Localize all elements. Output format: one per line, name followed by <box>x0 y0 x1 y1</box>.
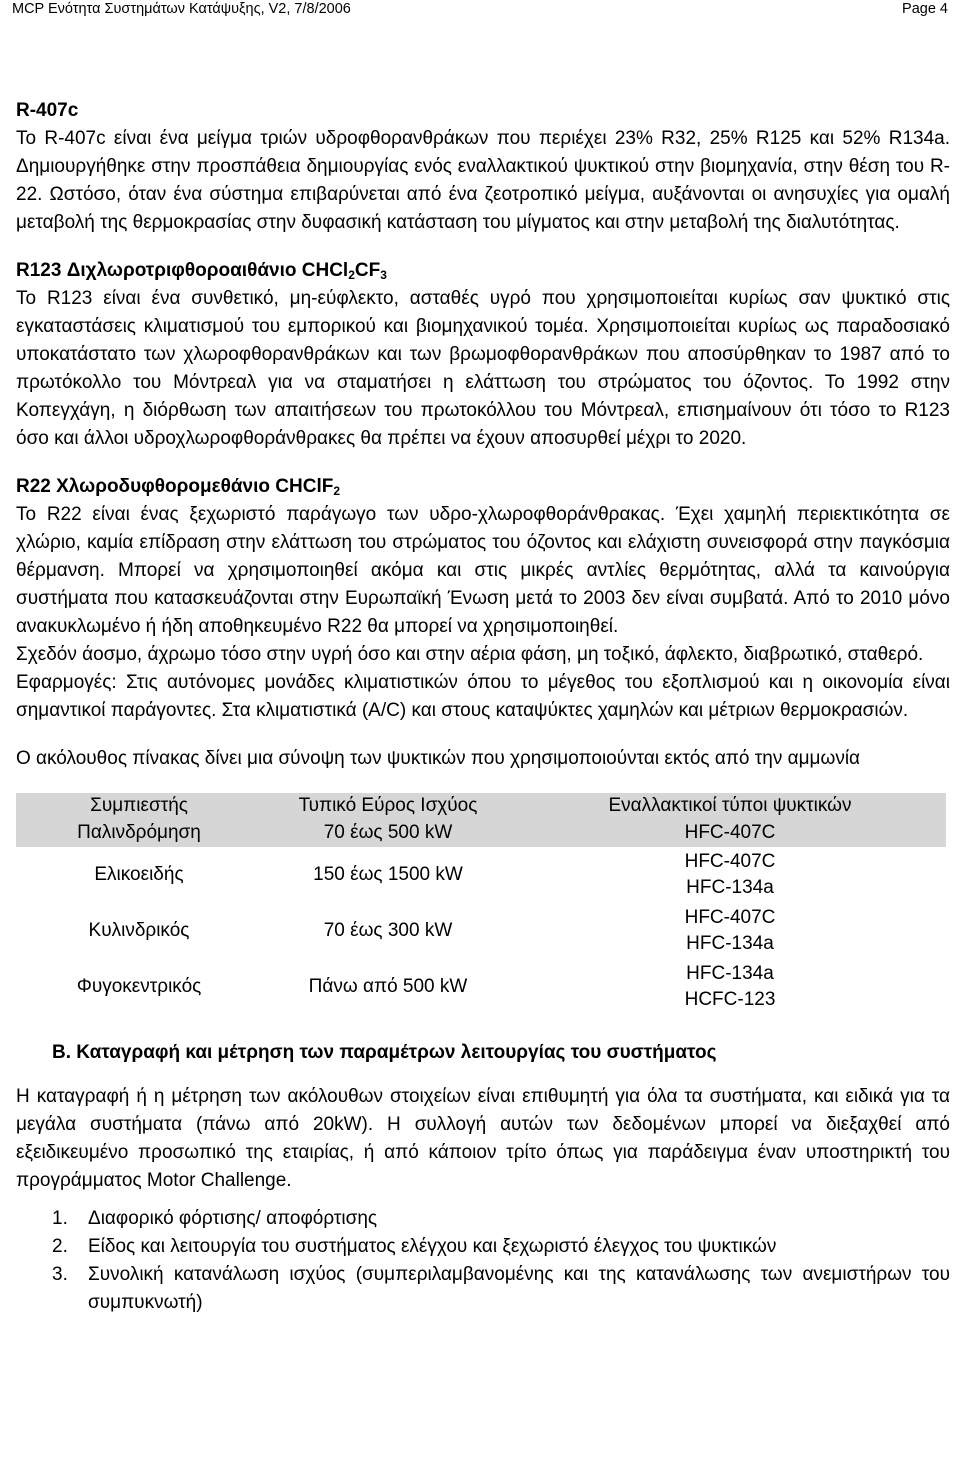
power-range-cell: Πάνω από 500 kW <box>308 976 468 997</box>
page-header <box>0 0 960 18</box>
alternatives-cell: HFC-407C HFC-134a <box>684 907 776 954</box>
section-b-paragraph: Η καταγραφή ή η μέτρηση των ακόλουθων στοιχείων είναι επιθυμητή για όλα τα συστήματα, και ειδικά για τα μεγάλα συστήματα (πάνω από 20kW). Η συλλογή αυτών των δεδομένων μπορεί να διεξαχθεί από εξειδικευμένο προσωπικό της εταιρίας, ή από κάποιον τρίτο όπως για παράδειγμα έναν υποστηρικτή του προγράμματος Motor Challenge. <box>16 1086 950 1191</box>
list-item: 1. Διαφορικό φόρτισης/ αποφόρτισης <box>52 1208 378 1229</box>
alternatives-cell: HFC-134a HCFC-123 <box>684 963 776 1010</box>
list-item: 2. Είδος και λειτουργία του συστήματος ελέγχου και ξεχωριστό έλεγχος του ψυκτικών <box>52 1236 777 1257</box>
table-row <box>16 959 946 1015</box>
table-row <box>16 819 946 847</box>
table-header-cell: Τυπικό Εύρος Ισχύος <box>262 793 514 819</box>
r407c-heading: R-407c <box>16 100 79 121</box>
section-b-heading: B. Καταγραφή και μέτρηση των παραμέτρων λειτουργίας του συστήματος <box>52 1042 717 1063</box>
alternatives-cell: HFC-407C <box>514 819 946 847</box>
list-item: 3. Συνολική κατανάλωση ισχύος (συμπεριλαμβανομένης και της κατανάλωσης των ανεμιστήρων του συμπυκνωτή) <box>52 1264 950 1313</box>
refrigerant-summary-table <box>16 793 946 1015</box>
table-row <box>16 847 946 903</box>
compressor-type-cell: Κυλινδρικός <box>88 920 190 941</box>
header-page-number: Page 4 <box>902 1 948 17</box>
power-range-cell: 70 έως 300 kW <box>323 920 453 941</box>
r22-paragraph-2: Σχεδόν άοσμο, άχρωμο τόσο στην υγρή όσο και στην αέρια φάση, μη τοξικό, άφλεκτο, διαβρωτικό, σταθερό. <box>16 644 924 665</box>
compressor-type-cell: Φυγοκεντρικός <box>76 976 202 997</box>
parameter-list <box>16 1205 950 1317</box>
compressor-type-cell: Παλινδρόμηση <box>16 819 262 847</box>
table-header-row <box>16 793 946 819</box>
header-document-title: MCP Ενότητα Συστημάτων Κατάψυξης, V2, 7/8/2006 <box>12 1 351 17</box>
r22-paragraph-1: Το R22 είναι ένας ξεχωριστό παράγωγο των υδρο-χλωροφθοράνθρακας. Έχει χαμηλή περιεκτικότητα σε χλώριο, καμία επίδραση στην ελάττωση του στρώματος του όζοντος και ελάχιστη συνεισφορά στην παγκόσμια θέρμανση. Μπορεί να χρησιμοποιηθεί ακόμα και στις μικρές αντλίες θερμότητας, αλλά τα καινούργια συστήματα που κατασκευάζονται στην Ευρωπαϊκή Ένωση μετά το 2003 δεν είναι συμβατά. Από το 2010 μόνο ανακυκλωμένο ή ήδη αποθηκευμένο R22 θα μπορεί να χρησιμοποιηθεί. <box>16 504 950 637</box>
table-header-cell: Εναλλακτικοί τύποι ψυκτικών <box>514 793 946 819</box>
r22-heading: R22 Χλωροδυφθορομεθάνιο CHClF$_2$ <box>16 476 341 498</box>
table-intro: Ο ακόλουθος πίνακας δίνει μια σύνοψη των ψυκτικών που χρησιμοποιούνται εκτός από την αμμωνία <box>16 748 861 769</box>
table-row <box>16 903 946 959</box>
r123-paragraph: Το R123 είναι ένα συνθετικό, μη-εύφλεκτο, ασταθές υγρό που χρησιμοποιείται κυρίως σαν ψυκτικό στις εγκαταστάσεις κλιματισμού του εμπορικού και βιομηχανικού τομέα. Χρησιμοποιείται κυρίως ως παραδοσιακό υποκατάστατο των χλωροφθορανθράκων και των βρωμοφθορανθράκων που αποσύρθηκαν το 1987 από το πρωτόκολλο του Μόντρεαλ για να σταματήσει η ελάττωση του στρώματος του όζοντος. Το 1992 στην Κοπεγχάγη, η διόρθωση των απαιτήσεων του πρωτοκόλλου του Μόντρεαλ, επισημαίνουν ότι τόσο το R123 όσο και άλλοι υδροχλωροφθοράνθρακες θα πρέπει να έχουν αποσυρθεί μέχρι το 2020. <box>16 288 950 449</box>
table-header-cell: Συμπιεστής <box>16 793 262 819</box>
compressor-type-cell: Ελικοειδής <box>94 864 184 885</box>
alternatives-cell: HFC-407C HFC-134a <box>684 851 776 898</box>
r407c-paragraph: Το R-407c είναι ένα μείγμα τριών υδροφθορανθράκων που περιέχει 23% R32, 25% R125 και 52% R134a. Δημιουργήθηκε στην προσπάθεια δημιουργίας ενός εναλλακτικού ψυκτικού στην βιομηχανία, στην θέση του R-22. Ωστόσο, όταν ένα σύστημα επιβαρύνεται από ένα ζεοτροπικό μείγμα, αυξάνονται οι ανησυχίες για ομαλή μεταβολή της θερμοκρασίας στην δυφασική κατάσταση του μίγματος και στην μεταβολή της διαλυτότητας. <box>16 128 950 233</box>
document-body <box>16 97 950 1317</box>
power-range-cell: 70 έως 500 kW <box>262 819 514 847</box>
r22-paragraph-3: Εφαρμογές: Στις αυτόνομες μονάδες κλιματιστικών όπου το μέγεθος του εξοπλισμού και η οικονομία είναι σημαντικοί παράγοντες. Στα κλιματιστικά (A/C) και στους καταψύκτες χαμηλών και μέτριων θερμοκρασιών. <box>16 672 950 721</box>
r123-heading: R123 Διχλωροτριφθοροαιθάνιο $CHCl_2CF_3$ <box>16 260 387 282</box>
power-range-cell: 150 έως 1500 kW <box>313 864 463 885</box>
